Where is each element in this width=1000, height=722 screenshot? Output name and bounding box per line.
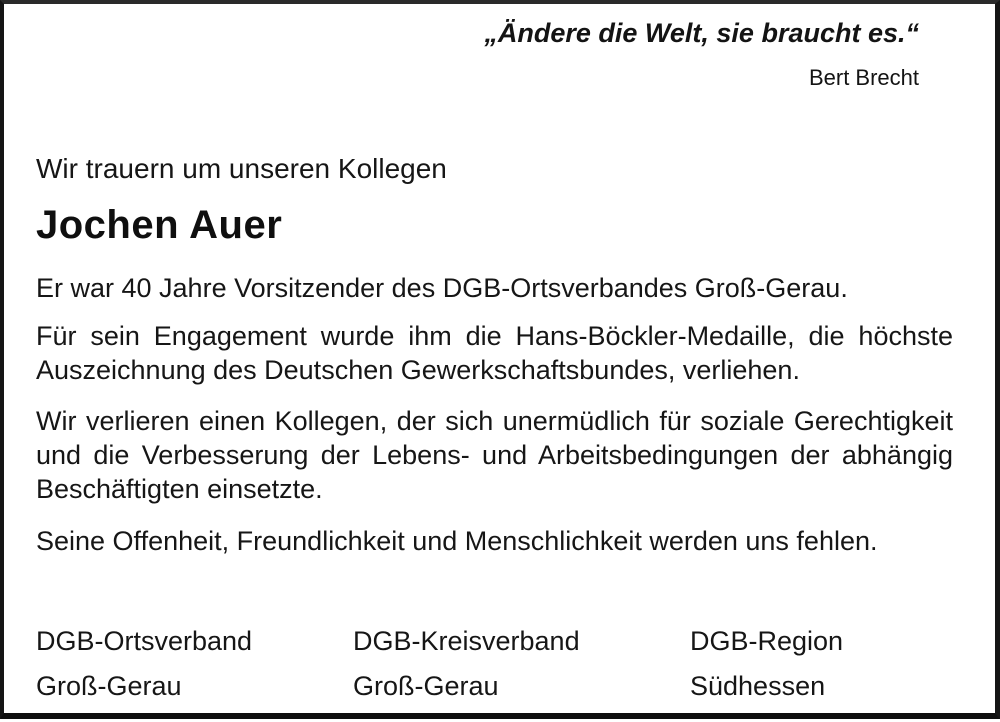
signatory-organization: DGB-Ortsverband — [36, 626, 253, 656]
epigraph-attribution: Bert Brecht — [808, 65, 919, 90]
obituary-paragraph-1: Er war 40 Jahre Vorsitzender des DGB-Ortsverbandes Groß-Gerau. — [36, 273, 848, 303]
signatory-location: Südhessen — [690, 671, 826, 701]
signatory-organization: DGB-Kreisverband — [353, 626, 580, 656]
signatory-location: Groß-Gerau — [353, 671, 499, 701]
obituary-paragraph-4: Seine Offenheit, Freundlichkeit und Menschlichkeit werden uns fehlen. — [36, 526, 878, 556]
deceased-name: Jochen Auer — [36, 203, 283, 247]
signatory-organization: DGB-Region — [690, 626, 844, 656]
signatory-column-2 — [353, 619, 580, 709]
obituary-paragraph-3: Wir verlieren einen Kollegen, der sich unermüdlich für soziale Gerechtigkeit und die Verbesserung der Lebens- und Arbeitsbedingungen der abhängig Beschäftigten einsetzte. — [36, 406, 953, 504]
obituary-paragraph-2: Für sein Engagement wurde ihm die Hans-Böckler-Medaille, die höchste Auszeichnung des Deutschen Gewerkschaftsbundes, verliehen. — [36, 321, 953, 385]
mourning-intro-line: Wir trauern um unseren Kollegen — [36, 153, 447, 184]
signatory-location: Groß-Gerau — [36, 671, 182, 701]
signatory-column-1 — [36, 619, 252, 709]
epigraph-quote: „Ändere die Welt, sie braucht es.“ — [484, 18, 919, 48]
signatory-column-3 — [690, 619, 843, 709]
